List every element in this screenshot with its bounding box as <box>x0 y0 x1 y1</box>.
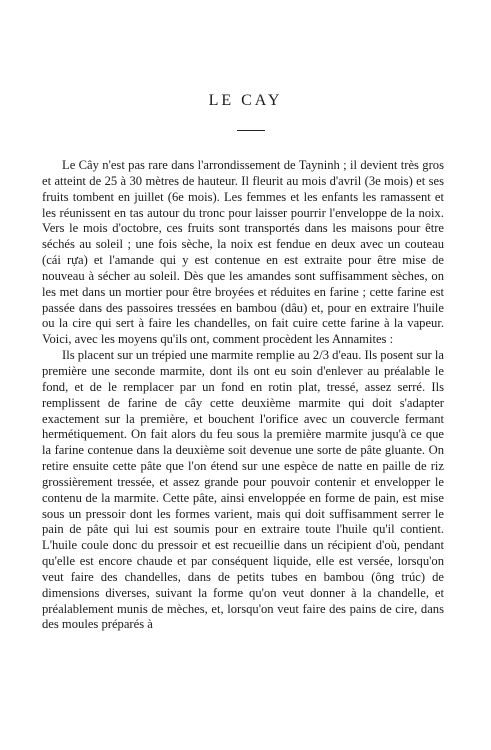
paragraph-1: Le Cây n'est pas rare dans l'arrondissement de Tayninh ; il devient très gros et atteint de 25 à 30 mètres de hauteur. Il fleurit au mois d'avril (3e mois) et ses fruits tombent en juillet (6e mois). Les femmes et les enfants les ramassent et les réunissent en tas autour du tronc pour laisser pourrir l'enveloppe de la noix. Vers le mois d'octobre, ces fruits sont transportés dans les maisons pour être séchés au soleil ; une fois sèche, la noix est fendue en deux avec un couteau (cái rựa) et l'amande qui y est contenue en est extraite pour être mise de nouveau à sécher au soleil. Dès que les amandes sont suffisamment sèches, on les met dans un mortier pour être broyées et réduites en farine ; cette farine est passée dans des passoires tressées en bambou (dâu) et, pour en extraire l'huile ou la cire qui sert à faire les chandelles, on fait cuire cette farine à la vapeur. Voici, avec les moyens qu'ils ont, comment procèdent les Annamites : <box>42 158 444 347</box>
paragraph-2: Ils placent sur un trépied une marmite remplie au 2/3 d'eau. Ils posent sur la première une seconde marmite, dont ils ont eu soin d'enlever au préalable le fond, et de le remplacer par un fond en rotin plat, tressé, assez serré. Ils remplissent de farine de cây cette deuxième marmite qui doit s'adapter exactement sur la première, et bouchent l'orifice avec un couvercle fermant hermétiquement. On fait alors du feu sous la première marmite jusqu'à ce que la farine contenue dans la deuxième soit devenue une sorte de pâte gluante. On retire ensuite cette pâte que l'on étend sur une espèce de natte en paille de riz grossièrement tressée, et assez grande pour pouvoir contenir et envelopper le contenu de la marmite. Cette pâte, ainsi enveloppée en forme de pain, est mise sous un pressoir dont les formes varient, mais qui doit suffisamment serrer le pain de pâte qui lui est soumis pour en extraire toute l'huile qu'il contient. L'huile coule donc du pressoir et est recueillie dans un récipient d'où, pendant qu'elle est encore chaude et par conséquent liquide, elle est versée, lorsqu'on veut faire des chandelles, dans de petits tubes en bambou (ông trúc) de dimensions diverses, suivant la forme qu'on veut donner à la chandelle, et préalablement munis de mèches, et, lorsqu'on veut faire des pains de cire, dans des moules préparés à <box>42 348 444 632</box>
title-divider <box>237 130 265 131</box>
body-text <box>42 158 444 633</box>
page-title: LE CAY <box>208 92 283 109</box>
